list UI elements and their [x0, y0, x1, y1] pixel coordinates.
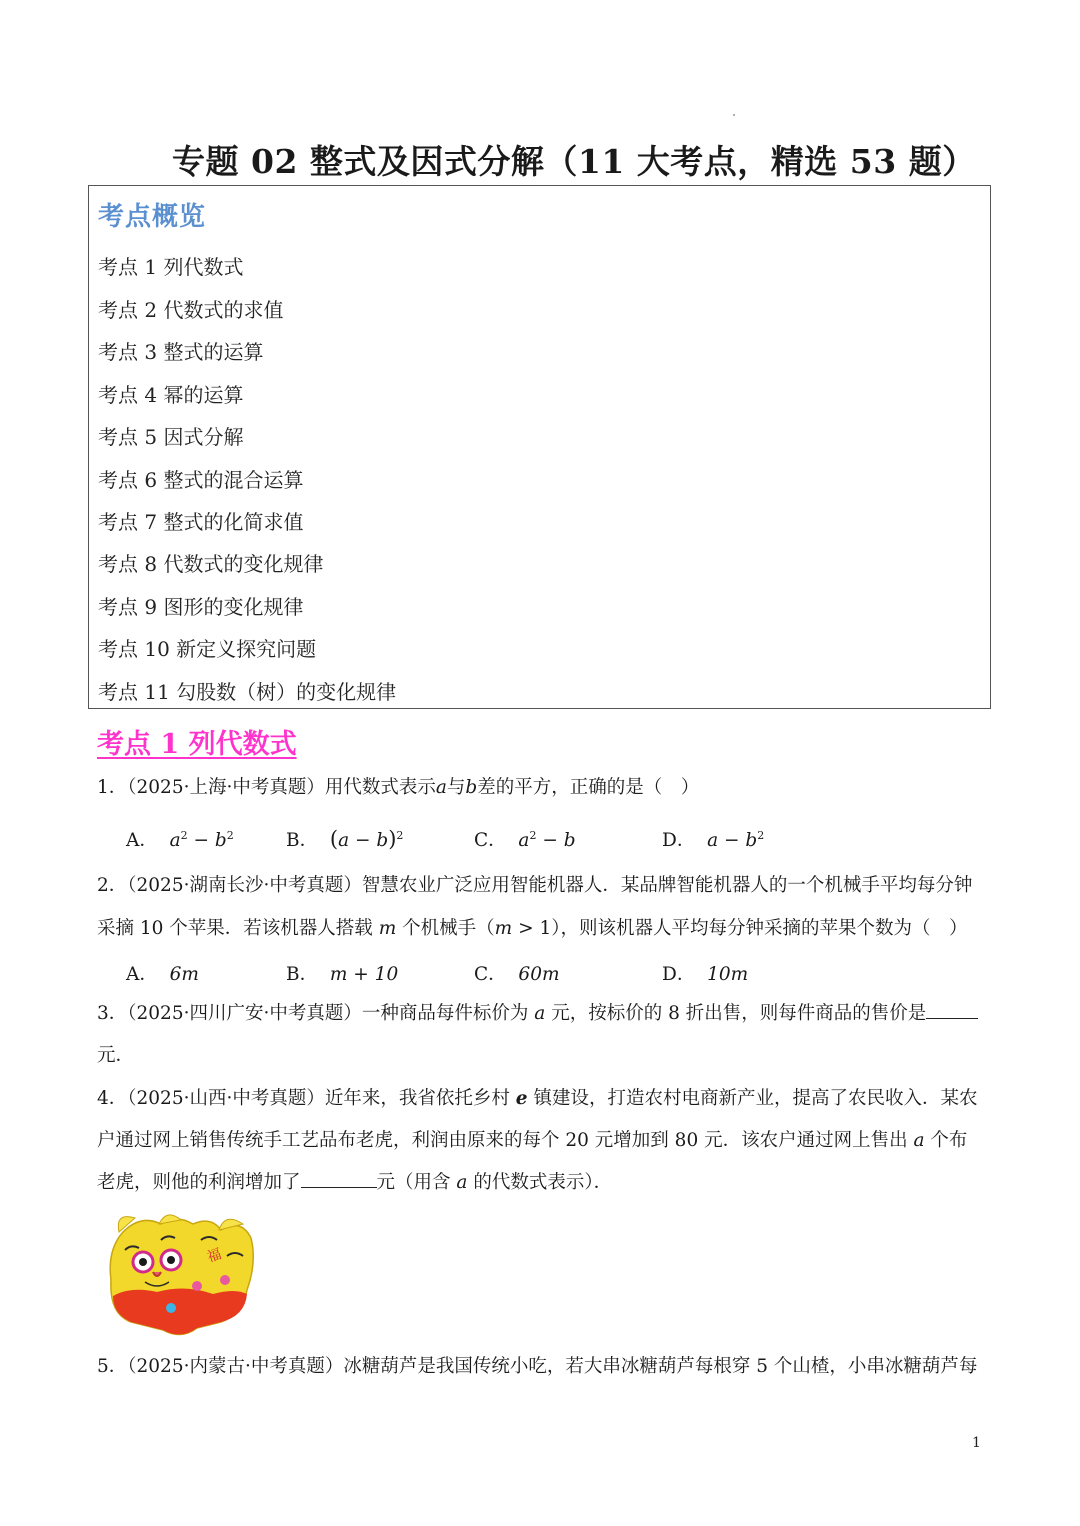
overview-item-11: 考点 11 勾股数（树）的变化规律	[98, 680, 397, 704]
overview-item-7: 考点 7 整式的化简求值	[98, 510, 304, 534]
q1-var-a: a	[435, 777, 447, 798]
overview-box	[88, 185, 991, 709]
q1-option-d-label: D．	[662, 830, 696, 851]
q1-option-a	[126, 826, 234, 852]
question-4-line-3	[97, 1162, 987, 1205]
q1-option-a-expr: $a^2 - b^2$	[169, 828, 234, 851]
q4-answer-blank	[301, 1173, 377, 1188]
q4-line1-a: 4．（2025·山西·中考真题）近年来，我省依托乡村	[97, 1088, 510, 1109]
q2-option-c	[474, 960, 560, 986]
q1-option-d	[662, 826, 764, 852]
q1-var-b: b	[465, 777, 478, 798]
decorative-dot	[733, 114, 735, 116]
question-2-line-2	[97, 908, 987, 951]
q2-cond-m: m	[494, 918, 513, 939]
q4-line2-b: 个布	[930, 1130, 968, 1151]
q2-option-c-label: C．	[474, 964, 507, 985]
q2-option-a-label: A．	[126, 964, 158, 985]
overview-item-3: 考点 3 整式的运算	[98, 340, 264, 364]
question-5-line-1: 5．（2025·内蒙古·中考真题）冰糖葫芦是我国传统小吃，若大串冰糖葫芦每根穿 5 个山楂，小串冰糖葫芦每	[97, 1356, 978, 1377]
q1-option-d-expr: $a - b^2$	[707, 828, 765, 851]
q2-line2-b: 个机械手（	[402, 918, 495, 939]
question-3-line-1	[97, 993, 987, 1036]
overview-item-1: 考点 1 列代数式	[98, 255, 244, 279]
q2-line2-a: 采摘 10 个苹果．若该机器人搭载	[97, 918, 373, 939]
overview-item-4: 考点 4 幂的运算	[98, 383, 244, 407]
q2-option-d-label: D．	[662, 964, 696, 985]
q4-line3-a: 老虎，则他的利润增加了	[97, 1172, 301, 1193]
q3-answer-blank	[926, 1004, 978, 1019]
overview-item-6: 考点 6 整式的混合运算	[98, 468, 304, 492]
q2-cond-rest: > 1），则该机器人平均每分钟采摘的苹果个数为（ ）	[512, 918, 968, 939]
q2-option-d	[662, 960, 748, 986]
q2-option-b	[286, 960, 398, 986]
question-4-line-1	[97, 1078, 987, 1121]
q4-line2-a: 户通过网上销售传统手工艺品布老虎，利润由原来的每个 20 元增加到 80 元．该农户通过网上售出	[97, 1130, 908, 1151]
q4-var-a2: a	[456, 1172, 468, 1193]
overview-item-2: 考点 2 代数式的求值	[98, 298, 284, 322]
q3-var-a: a	[534, 1003, 546, 1024]
q1-stem-suffix: 差的平方，正确的是（ ）	[477, 777, 700, 798]
q1-option-b	[286, 826, 403, 852]
q4-line3-b: 元（用含	[376, 1172, 451, 1193]
q2-option-a-expr: 6m	[169, 964, 199, 985]
q1-option-b-expr: $(a - b)^2$	[329, 827, 404, 851]
q1-option-b-label: B．	[286, 830, 319, 851]
q2-option-c-expr: 60m	[518, 964, 560, 985]
page-title: 专题 02 整式及因式分解（11 大考点，精选 53 题）	[172, 142, 976, 181]
cloth-tiger-image	[101, 1210, 257, 1342]
svg-text:福: 福	[205, 1246, 224, 1266]
q2-option-a	[126, 960, 199, 986]
q3-line1-a: 3．（2025·四川广安·中考真题）一种商品每件标价为	[97, 1003, 529, 1024]
q1-stem-prefix: 1．（2025·上海·中考真题）用代数式表示	[97, 777, 436, 798]
overview-item-5: 考点 5 因式分解	[98, 425, 244, 449]
overview-item-10: 考点 10 新定义探究问题	[98, 637, 317, 661]
q1-option-a-label: A．	[126, 830, 158, 851]
question-3-line-2: 元．	[97, 1045, 135, 1066]
q4-var-a: a	[913, 1130, 925, 1151]
overview-item-8: 考点 8 代数式的变化规律	[98, 552, 324, 576]
q4-line1-b: 镇建设，打造农村电商新产业，提高了农民收入．某农	[533, 1088, 978, 1109]
q3-line1-b: 元，按标价的 8 折出售，则每件商品的售价是	[551, 1003, 927, 1024]
q2-option-b-label: B．	[286, 964, 319, 985]
q2-var-m: m	[378, 918, 397, 939]
q4-line3-c: 的代数式表示）．	[473, 1172, 613, 1193]
q1-mid: 与	[446, 777, 466, 798]
section-heading: 考点 1 列代数式	[97, 729, 297, 760]
q1-option-c	[474, 826, 576, 852]
q4-var-e: e	[515, 1088, 528, 1109]
overview-heading: 考点概览	[98, 202, 207, 232]
q1-option-c-label: C．	[474, 830, 507, 851]
page-number: 1	[972, 1435, 981, 1451]
question-4-line-2	[97, 1120, 987, 1163]
question-1	[97, 767, 987, 810]
question-2-line-1: 2．（2025·湖南长沙·中考真题）智慧农业广泛应用智能机器人．某品牌智能机器人的一个机械手平均每分钟	[97, 875, 973, 896]
q2-option-b-expr: m + 10	[329, 964, 399, 985]
q2-option-d-expr: 10m	[707, 964, 749, 985]
overview-item-9: 考点 9 图形的变化规律	[98, 595, 304, 619]
q1-option-c-expr: $a^2 - b$	[518, 828, 576, 851]
